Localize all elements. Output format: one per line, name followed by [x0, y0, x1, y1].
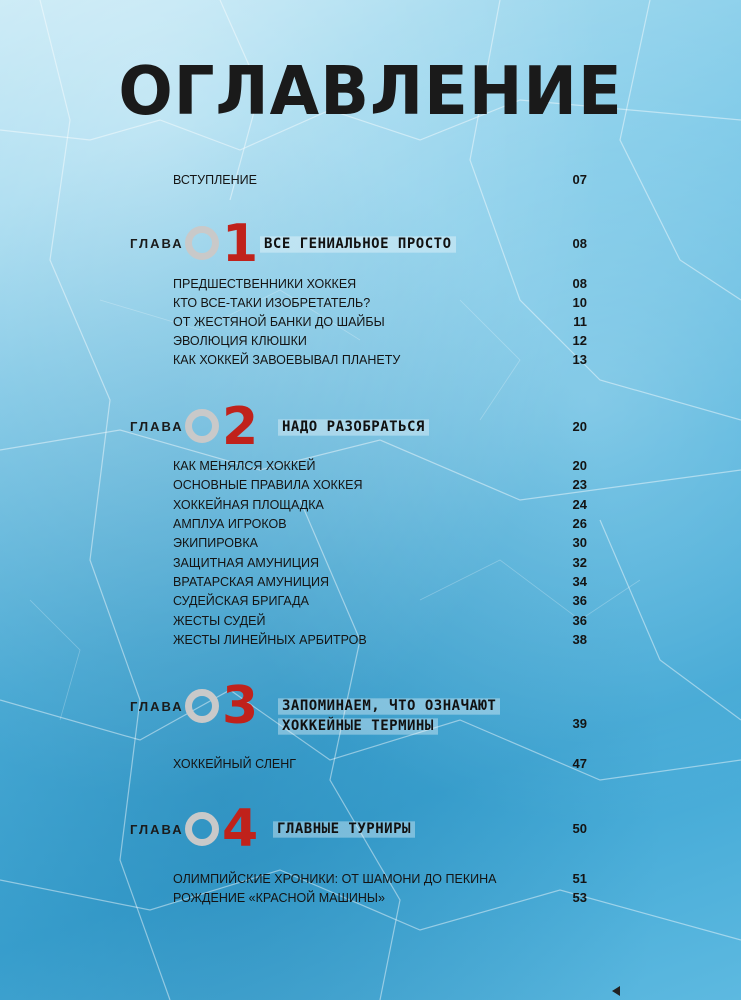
toc-item-page: 11 [573, 314, 587, 329]
toc-item-page: 36 [572, 613, 587, 628]
chapter-title[interactable]: ХОККЕЙНЫЕ ТЕРМИНЫ [278, 716, 438, 737]
chapter-zero-icon [185, 409, 219, 443]
chapter-zero-icon [185, 689, 219, 723]
chapter-title[interactable]: ЗАПОМИНАЕМ, ЧТО ОЗНАЧАЮТ [278, 696, 500, 717]
toc-item-page: 34 [572, 574, 587, 589]
toc-item-label: ПРЕДШЕСТВЕННИКИ ХОККЕЯ [173, 276, 357, 291]
toc-item-label: ВРАТАРСКАЯ АМУНИЦИЯ [173, 574, 330, 589]
toc-item-label: РОЖДЕНИЕ «КРАСНОЙ МАШИНЫ» [173, 890, 385, 905]
toc-item-page: 10 [572, 295, 587, 310]
toc-item[interactable] [173, 331, 587, 350]
intro-label: ВСТУПЛЕНИЕ [173, 172, 257, 187]
toc-item[interactable] [173, 869, 587, 888]
toc-item-page: 36 [572, 593, 587, 608]
toc-item-page: 20 [572, 458, 587, 473]
toc-item[interactable] [173, 888, 587, 907]
chapter-label: ГЛАВА [130, 419, 184, 434]
page-marker-icon [612, 986, 620, 996]
chapter-page: 50 [572, 821, 587, 836]
toc-item-page: 13 [572, 352, 587, 367]
chapter-zero-icon [185, 812, 219, 846]
toc-item-label: ОТ ЖЕСТЯНОЙ БАНКИ ДО ШАЙБЫ [173, 314, 385, 329]
toc-item[interactable] [173, 495, 587, 514]
toc-item[interactable] [173, 312, 587, 331]
toc-item-page: 51 [572, 871, 587, 886]
toc-item-label: ЭКИПИРОВКА [173, 535, 258, 550]
toc-item-page: 53 [572, 890, 587, 905]
toc-item[interactable] [173, 533, 587, 552]
intro-page: 07 [572, 172, 587, 187]
toc-item[interactable] [173, 553, 587, 572]
toc-item[interactable] [173, 456, 587, 475]
toc-item[interactable] [173, 514, 587, 533]
toc-item-label: АМПЛУА ИГРОКОВ [173, 516, 287, 531]
toc-item[interactable] [173, 475, 587, 494]
toc-item-page: 08 [572, 276, 587, 291]
toc-item[interactable] [173, 630, 587, 649]
toc-item-label: СУДЕЙСКАЯ БРИГАДА [173, 593, 309, 608]
toc-item-label: КАК ХОККЕЙ ЗАВОЕВЫВАЛ ПЛАНЕТУ [173, 352, 401, 367]
chapter-label: ГЛАВА [130, 699, 184, 714]
chapter-title[interactable]: ГЛАВНЫЕ ТУРНИРЫ [273, 819, 415, 840]
toc-item-label: ХОККЕЙНЫЙ СЛЕНГ [173, 756, 297, 771]
chapter-page: 20 [572, 419, 587, 434]
chapter-number: 1 [222, 214, 259, 274]
toc-item-page: 32 [572, 555, 587, 570]
chapter-title[interactable]: ВСЕ ГЕНИАЛЬНОЕ ПРОСТО [260, 234, 456, 255]
chapter-number: 4 [222, 799, 259, 859]
toc-item[interactable] [173, 591, 587, 610]
toc-item[interactable] [173, 293, 587, 312]
toc-item[interactable] [173, 274, 587, 293]
toc-item-page: 23 [572, 477, 587, 492]
toc-item-page: 38 [572, 632, 587, 647]
chapter-number: 2 [222, 397, 259, 457]
toc-item-page: 47 [572, 756, 587, 771]
toc-item-label: ОЛИМПИЙСКИЕ ХРОНИКИ: ОТ ШАМОНИ ДО ПЕКИНА [173, 871, 497, 886]
page-title: ОГЛАВЛЕНИЕ [118, 53, 623, 131]
chapter-page: 39 [572, 716, 587, 731]
toc-item[interactable] [173, 350, 587, 369]
toc-item-label: ЖЕСТЫ СУДЕЙ [173, 613, 266, 628]
toc-item-label: ЗАЩИТНАЯ АМУНИЦИЯ [173, 555, 320, 570]
intro-row[interactable] [173, 170, 587, 189]
chapter-label: ГЛАВА [130, 822, 184, 837]
toc-item-label: ОСНОВНЫЕ ПРАВИЛА ХОККЕЯ [173, 477, 363, 492]
toc-item-label: ЭВОЛЮЦИЯ КЛЮШКИ [173, 333, 307, 348]
toc-item-page: 30 [572, 535, 587, 550]
toc-item[interactable] [173, 611, 587, 630]
toc-item[interactable] [173, 754, 587, 773]
toc-item-page: 26 [572, 516, 587, 531]
toc-item[interactable] [173, 572, 587, 591]
toc-item-label: КАК МЕНЯЛСЯ ХОККЕЙ [173, 458, 316, 473]
chapter-number: 3 [222, 676, 259, 736]
toc-item-label: ЖЕСТЫ ЛИНЕЙНЫХ АРБИТРОВ [173, 632, 367, 647]
chapter-title[interactable]: НАДО РАЗОБРАТЬСЯ [278, 417, 429, 438]
chapter-page: 08 [572, 236, 587, 251]
chapter-zero-icon [185, 226, 219, 260]
toc-item-page: 12 [572, 333, 587, 348]
chapter-label: ГЛАВА [130, 236, 184, 251]
toc-item-page: 24 [572, 497, 587, 512]
toc-item-label: КТО ВСЕ-ТАКИ ИЗОБРЕТАТЕЛЬ? [173, 295, 371, 310]
toc-item-label: ХОККЕЙНАЯ ПЛОЩАДКА [173, 497, 324, 512]
